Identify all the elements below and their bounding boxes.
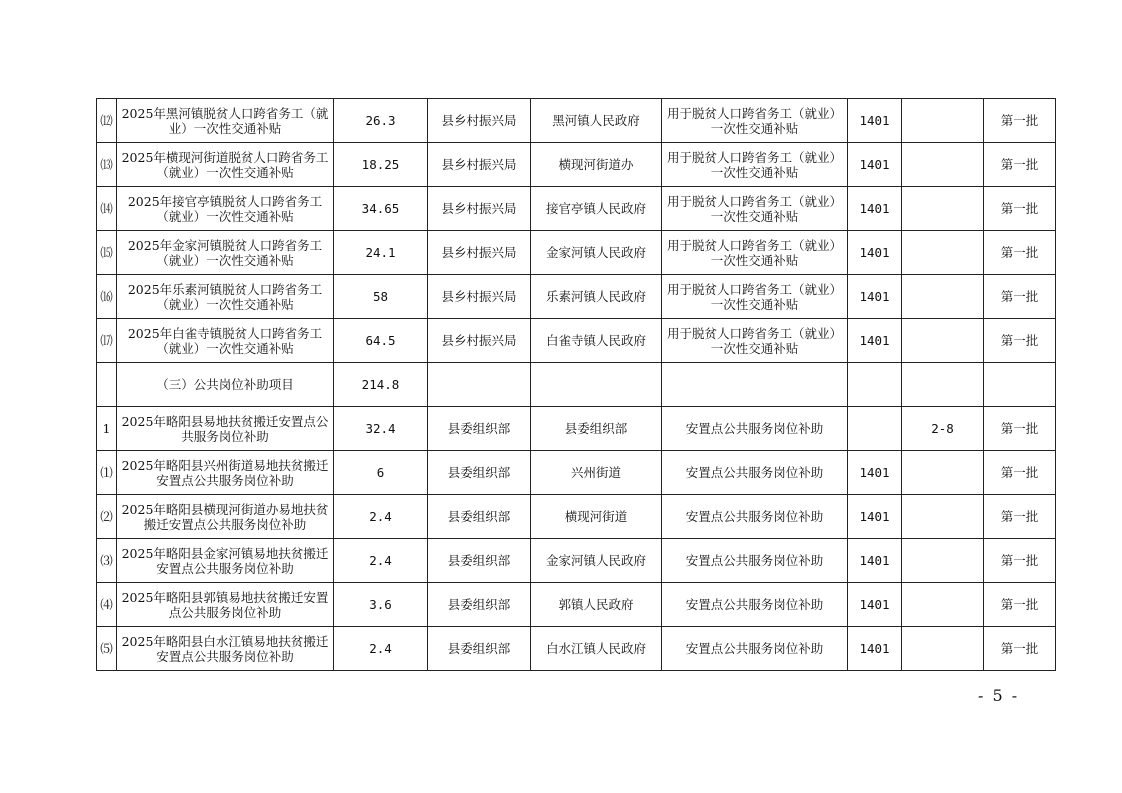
cell-department [428,363,531,407]
cell-purpose: 安置点公共服务岗位补助 [662,583,848,627]
cell-code: 1401 [848,187,902,231]
cell-project-name: 2025年略阳县白水江镇易地扶贫搬迁安置点公共服务岗位补助 [117,627,334,671]
cell-batch: 第一批 [984,451,1056,495]
cell-project-name: 2025年黑河镇脱贫人口跨省务工（就业）一次性交通补贴 [117,99,334,143]
cell-amount: 2.4 [334,539,428,583]
cell-department: 县乡村振兴局 [428,275,531,319]
cell-project-name: 2025年白雀寺镇脱贫人口跨省务工（就业）一次性交通补贴 [117,319,334,363]
cell-implementing-unit: 横现河街道 [531,495,662,539]
cell-department: 县委组织部 [428,539,531,583]
cell-project-name: 2025年金家河镇脱贫人口跨省务工（就业）一次性交通补贴 [117,231,334,275]
cell-index: ⒁ [97,187,117,231]
cell-batch [984,363,1056,407]
cell-batch: 第一批 [984,275,1056,319]
cell-code: 1401 [848,451,902,495]
cell-index: ⑴ [97,451,117,495]
cell-purpose: 安置点公共服务岗位补助 [662,407,848,451]
table-row [97,319,1056,363]
cell-purpose: 用于脱贫人口跨省务工（就业）一次性交通补贴 [662,187,848,231]
cell-project-name: 2025年略阳县易地扶贫搬迁安置点公共服务岗位补助 [117,407,334,451]
table-body [97,99,1056,671]
cell-code [848,363,902,407]
cell-index: ⒄ [97,319,117,363]
cell-code: 1401 [848,231,902,275]
cell-purpose: 安置点公共服务岗位补助 [662,627,848,671]
cell-amount: 58 [334,275,428,319]
cell-index: 1 [97,407,117,451]
cell-batch: 第一批 [984,99,1056,143]
table-row [97,187,1056,231]
table-row [97,231,1056,275]
cell-batch: 第一批 [984,319,1056,363]
cell-implementing-unit: 横现河街道办 [531,143,662,187]
cell-project-name: 2025年接官亭镇脱贫人口跨省务工（就业）一次性交通补贴 [117,187,334,231]
cell-department: 县委组织部 [428,407,531,451]
cell-reference [902,187,984,231]
table-row [97,363,1056,407]
cell-amount: 2.4 [334,495,428,539]
cell-batch: 第一批 [984,143,1056,187]
table-row [97,99,1056,143]
cell-amount: 2.4 [334,627,428,671]
cell-purpose: 安置点公共服务岗位补助 [662,451,848,495]
cell-purpose: 用于脱贫人口跨省务工（就业）一次性交通补贴 [662,143,848,187]
cell-project-name: 2025年横现河街道脱贫人口跨省务工（就业）一次性交通补贴 [117,143,334,187]
cell-implementing-unit: 郭镇人民政府 [531,583,662,627]
cell-implementing-unit: 兴州街道 [531,451,662,495]
cell-index: ⒃ [97,275,117,319]
cell-purpose: 用于脱贫人口跨省务工（就业）一次性交通补贴 [662,275,848,319]
cell-purpose: 用于脱贫人口跨省务工（就业）一次性交通补贴 [662,319,848,363]
cell-index: ⑷ [97,583,117,627]
cell-implementing-unit: 金家河镇人民政府 [531,539,662,583]
cell-department: 县乡村振兴局 [428,143,531,187]
cell-index: ⑿ [97,99,117,143]
cell-implementing-unit: 白雀寺镇人民政府 [531,319,662,363]
cell-project-name: 2025年乐素河镇脱贫人口跨省务工（就业）一次性交通补贴 [117,275,334,319]
cell-batch: 第一批 [984,539,1056,583]
table-row [97,627,1056,671]
project-table [96,98,1056,671]
cell-project-name: 2025年略阳县兴州街道易地扶贫搬迁安置点公共服务岗位补助 [117,451,334,495]
cell-amount: 32.4 [334,407,428,451]
cell-implementing-unit: 接官亭镇人民政府 [531,187,662,231]
cell-index: ⒂ [97,231,117,275]
cell-department: 县委组织部 [428,627,531,671]
cell-code: 1401 [848,627,902,671]
cell-reference [902,451,984,495]
cell-index: ⑶ [97,539,117,583]
cell-index: ⒀ [97,143,117,187]
cell-code: 1401 [848,539,902,583]
cell-code: 1401 [848,99,902,143]
cell-department: 县委组织部 [428,495,531,539]
cell-batch: 第一批 [984,407,1056,451]
cell-reference [902,231,984,275]
cell-batch: 第一批 [984,495,1056,539]
cell-project-name: 2025年略阳县郭镇易地扶贫搬迁安置点公共服务岗位补助 [117,583,334,627]
cell-code: 1401 [848,495,902,539]
cell-department: 县乡村振兴局 [428,319,531,363]
cell-project-name: （三）公共岗位补助项目 [117,363,334,407]
cell-reference [902,143,984,187]
cell-project-name: 2025年略阳县横现河街道办易地扶贫搬迁安置点公共服务岗位补助 [117,495,334,539]
cell-purpose: 安置点公共服务岗位补助 [662,539,848,583]
cell-index [97,363,117,407]
cell-reference [902,363,984,407]
cell-reference [902,319,984,363]
table-row [97,583,1056,627]
cell-amount: 3.6 [334,583,428,627]
table-row [97,143,1056,187]
cell-department: 县乡村振兴局 [428,187,531,231]
cell-index: ⑸ [97,627,117,671]
cell-index: ⑵ [97,495,117,539]
page-number: - 5 - [978,686,1020,705]
cell-department: 县乡村振兴局 [428,231,531,275]
cell-reference [902,627,984,671]
cell-reference [902,99,984,143]
cell-reference [902,583,984,627]
table-row [97,275,1056,319]
cell-department: 县委组织部 [428,583,531,627]
cell-department: 县委组织部 [428,451,531,495]
cell-code: 1401 [848,583,902,627]
cell-purpose: 用于脱贫人口跨省务工（就业）一次性交通补贴 [662,99,848,143]
cell-batch: 第一批 [984,583,1056,627]
cell-amount: 18.25 [334,143,428,187]
cell-reference: 2-8 [902,407,984,451]
table-row [97,451,1056,495]
cell-department: 县乡村振兴局 [428,99,531,143]
cell-code [848,407,902,451]
cell-purpose [662,363,848,407]
cell-implementing-unit [531,363,662,407]
cell-purpose: 用于脱贫人口跨省务工（就业）一次性交通补贴 [662,231,848,275]
cell-batch: 第一批 [984,627,1056,671]
cell-implementing-unit: 乐素河镇人民政府 [531,275,662,319]
cell-implementing-unit: 县委组织部 [531,407,662,451]
cell-amount: 26.3 [334,99,428,143]
cell-code: 1401 [848,319,902,363]
cell-code: 1401 [848,143,902,187]
cell-batch: 第一批 [984,187,1056,231]
cell-amount: 34.65 [334,187,428,231]
cell-reference [902,539,984,583]
cell-amount: 214.8 [334,363,428,407]
cell-amount: 24.1 [334,231,428,275]
table-row [97,495,1056,539]
table-row [97,539,1056,583]
cell-purpose: 安置点公共服务岗位补助 [662,495,848,539]
cell-batch: 第一批 [984,231,1056,275]
cell-implementing-unit: 金家河镇人民政府 [531,231,662,275]
cell-code: 1401 [848,275,902,319]
cell-amount: 6 [334,451,428,495]
cell-implementing-unit: 黑河镇人民政府 [531,99,662,143]
cell-project-name: 2025年略阳县金家河镇易地扶贫搬迁安置点公共服务岗位补助 [117,539,334,583]
cell-amount: 64.5 [334,319,428,363]
table-row [97,407,1056,451]
cell-reference [902,495,984,539]
cell-implementing-unit: 白水江镇人民政府 [531,627,662,671]
cell-reference [902,275,984,319]
